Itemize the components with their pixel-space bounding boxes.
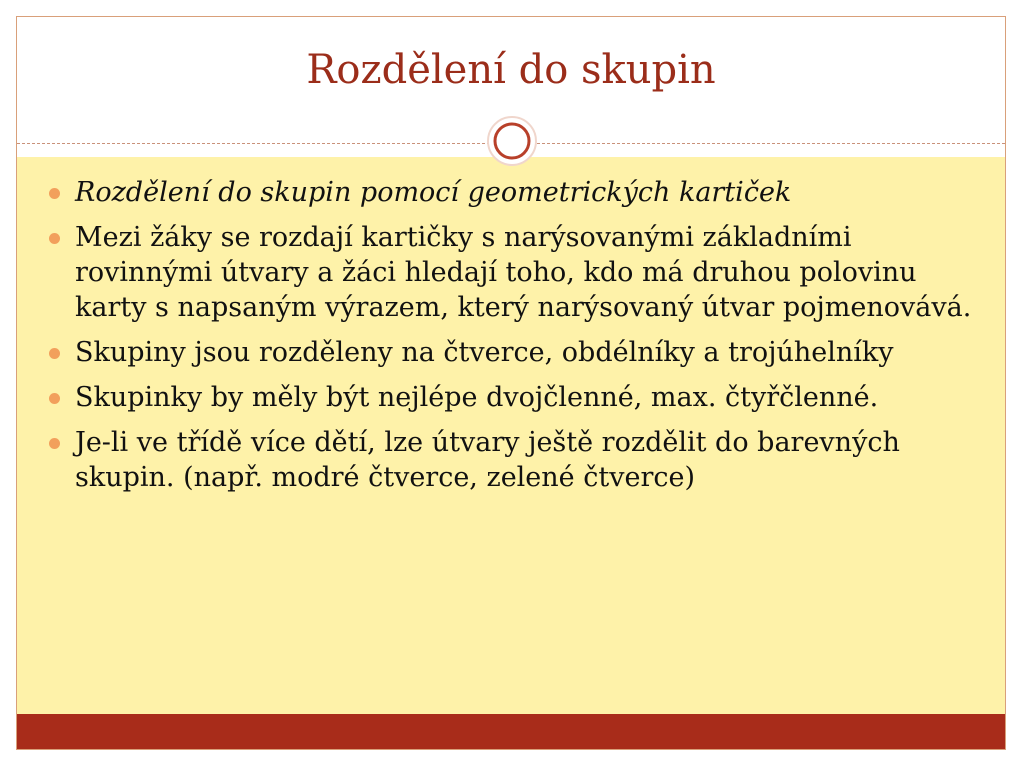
slide-title: Rozdělení do skupin (306, 47, 716, 93)
bullet-list (49, 175, 989, 505)
bullet-text: Skupinky by měly být nejlépe dvojčlenné, max. čtyřčlenné. (75, 382, 879, 413)
bullet-item (49, 220, 989, 325)
ring-ornament-icon (486, 115, 538, 167)
bullet-text: Je-li ve třídě více dětí, lze útvary ještě rozdělit do barevných skupin. (např. modré čtverce, zelené čtverce) (75, 427, 900, 493)
slide (16, 16, 1006, 750)
bullet-item (49, 380, 989, 415)
bullet-dot-icon (49, 188, 60, 199)
bullet-dot-icon (49, 438, 60, 449)
bullet-dot-icon (49, 233, 60, 244)
bullet-text: Skupiny jsou rozděleny na čtverce, obdélníky a trojúhelníky (75, 337, 894, 368)
footer-bar (17, 714, 1005, 749)
bullet-item (49, 175, 989, 210)
bullet-item (49, 335, 989, 370)
bullet-dot-icon (49, 348, 60, 359)
bullet-dot-icon (49, 393, 60, 404)
bullet-text: Mezi žáky se rozdají kartičky s narýsovanými základními rovinnými útvary a žáci hledají toho, kdo má druhou polovinu karty s napsaným výrazem, který narýsovaný útvar pojmenovává. (75, 222, 972, 323)
bullet-item (49, 425, 989, 495)
bullet-text: Rozdělení do skupin pomocí geometrických kartiček (75, 177, 792, 208)
